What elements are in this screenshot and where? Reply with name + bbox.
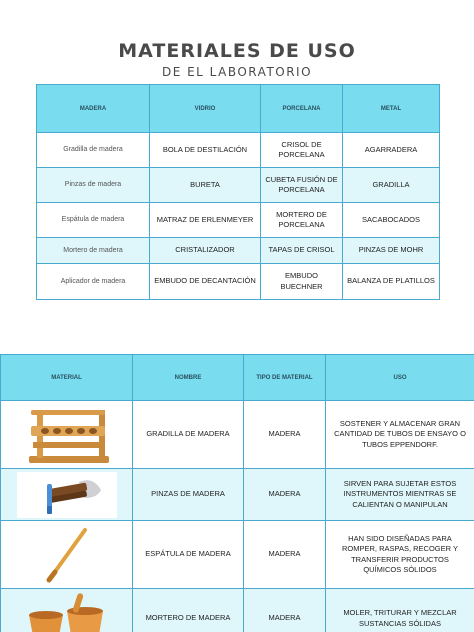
table-cell: MADERA [244, 589, 326, 632]
material-image-cell [1, 401, 133, 469]
table-cell: MADERA [244, 401, 326, 469]
column-header-madera: MADERA [37, 85, 150, 133]
column-header-metal: METAL [343, 85, 440, 133]
table-cell: BALANZA DE PLATILLOS [343, 264, 440, 300]
table-cell: MORTERO DE PORCELANA [261, 203, 343, 238]
table-cell: TAPAS DE CRISOL [261, 238, 343, 264]
table-cell: BURETA [150, 168, 261, 203]
wooden-test-tube-rack-image [23, 404, 111, 466]
materials-by-type-table [36, 84, 440, 300]
table-cell: BOLA DE DESTILACIÓN [150, 133, 261, 168]
table-cell: AGARRADERA [343, 133, 440, 168]
table-row [37, 168, 440, 203]
table-row [1, 469, 474, 521]
table-row [37, 238, 440, 264]
table-row [37, 203, 440, 238]
table-row [1, 521, 474, 589]
table-cell: Mortero de madera [37, 238, 150, 264]
table-cell: ESPÁTULA DE MADERA [133, 521, 244, 589]
table-cell: HAN SIDO DISEÑADAS PARA ROMPER, RASPAS, RECOGER Y TRANSFERIR PRODUCTOS QUÍMICOS SÓLIDOS [326, 521, 474, 589]
table-cell: MADERA [244, 521, 326, 589]
table-cell: PINZAS DE MOHR [343, 238, 440, 264]
table-cell: SOSTENER Y ALMACENAR GRAN CANTIDAD DE TUBOS DE ENSAYO O TUBOS EPPENDORF. [326, 401, 474, 469]
table-row [37, 264, 440, 300]
wooden-test-tube-clamp-image [17, 472, 117, 518]
table-row [1, 401, 474, 469]
column-header-material: MATERIAL [1, 355, 133, 401]
table-cell: MATRAZ DE ERLENMEYER [150, 203, 261, 238]
material-image-cell [1, 521, 133, 589]
table-row [37, 133, 440, 168]
table-cell: PINZAS DE MADERA [133, 469, 244, 521]
table-cell: SACABOCADOS [343, 203, 440, 238]
table-cell: GRADILLA DE MADERA [133, 401, 244, 469]
table-cell: Espátula de madera [37, 203, 150, 238]
table-cell: Gradilla de madera [37, 133, 150, 168]
table-cell: Pinzas de madera [37, 168, 150, 203]
table-row [1, 589, 474, 632]
table-cell: GRADILLA [343, 168, 440, 203]
table-cell: CUBETA FUSIÓN DE PORCELANA [261, 168, 343, 203]
page-subtitle: DE EL LABORATORIO [161, 65, 313, 79]
table-cell: MADERA [244, 469, 326, 521]
table-cell: MORTERO DE MADERA [133, 589, 244, 632]
table-cell: CRISTALIZADOR [150, 238, 261, 264]
table-header-row [37, 85, 440, 133]
material-image-cell [1, 469, 133, 521]
table-cell: MOLER, TRITURAR Y MEZCLAR SUSTANCIAS SÓLIDAS [326, 589, 474, 632]
table-cell: EMBUDO DE DECANTACIÓN [150, 264, 261, 300]
table-header-row [1, 355, 474, 401]
column-header-vidrio: VIDRIO [150, 85, 261, 133]
table-cell: EMBUDO BUECHNER [261, 264, 343, 300]
table-cell: SIRVEN PARA SUJETAR ESTOS INSTRUMENTOS MIENTRAS SE CALIENTAN O MANIPULAN [326, 469, 474, 521]
table-cell: CRISOL DE PORCELANA [261, 133, 343, 168]
column-header-uso: USO [326, 355, 474, 401]
wooden-spatula-image [27, 524, 107, 586]
material-image-cell [1, 589, 133, 632]
materials-detail-table [0, 354, 474, 632]
wooden-mortar-image [23, 591, 111, 632]
table-cell: Aplicador de madera [37, 264, 150, 300]
column-header-nombre: NOMBRE [133, 355, 244, 401]
column-header-tipo: TIPO DE MATERIAL [244, 355, 326, 401]
column-header-porcelana: PORCELANA [261, 85, 343, 133]
page-title: MATERIALES DE USO [118, 40, 356, 62]
